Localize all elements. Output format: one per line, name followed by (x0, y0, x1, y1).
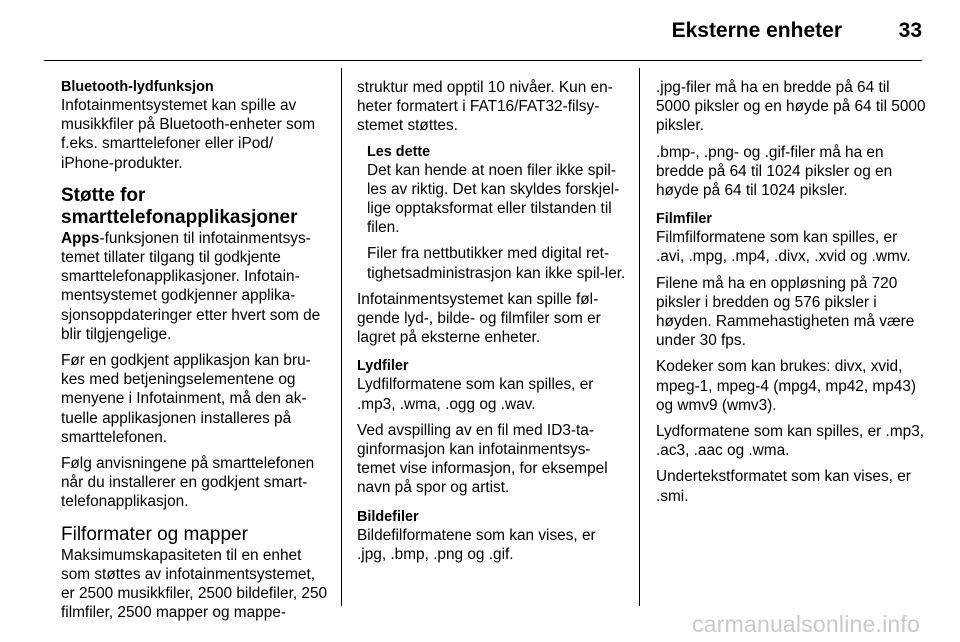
page-number: 33 (898, 19, 922, 42)
bluetooth-paragraph: Infotainmentsystemet kan spille av musikkfiler på Bluetooth-enheter som f.eks. smarttelefoner eller iPod/ iPhone-produkter. (61, 97, 316, 172)
column-divider-left (341, 68, 342, 606)
id3-paragraph: Ved avspilling av en fil med ID3-ta-ginformasjon kan infotainmentsys-temet vise informasjon, for eksempel navn på spor og artist. (357, 421, 608, 497)
apps-heading: Støtte for smarttelefonapplikasjoner (61, 184, 298, 228)
page-header (0, 0, 960, 64)
column-3 (656, 78, 926, 513)
subtitle-paragraph: Undertekstformatet som kan vises, er .smi. (656, 468, 911, 505)
apps-paragraph-3: Følg anvisningene på smarttelefonen når du installerer en godkjent smart-telefonapplikasjon. (61, 455, 315, 511)
formats-heading: Filformater og mapper (61, 523, 248, 545)
resolution-paragraph: Filene må ha en oppløsning på 720 piksler i bredden og 576 piksler i høyden. Rammehastigheten må være under 30 fps. (656, 274, 915, 350)
note-box (367, 143, 627, 283)
audio-paragraph: Lydfilformatene som kan spilles, er .mp3, .wma, .ogg og .wav. (357, 376, 594, 413)
film-subheading: Filmfiler (656, 211, 712, 228)
jpg-paragraph: .jpg-filer må ha en bredde på 64 til 5000 piksler og en høyde på 64 til 5000 piksler. (656, 79, 926, 135)
image-paragraph: Bildefilformatene som kan vises, er .jpg, .bmp, .png og .gif. (357, 526, 596, 563)
note-title: Les dette (367, 143, 431, 160)
bmp-paragraph: .bmp-, .png- og .gif-filer må ha en bredde på 64 til 1024 piksler og en høyde på 64 til 1024 piksler. (656, 143, 893, 200)
bluetooth-subheading: Bluetooth-lydfunksjon (61, 79, 214, 95)
audio-subheading: Lydfiler (357, 358, 409, 375)
note-paragraph-1: Det kan hende at noen filer ikke spil-les av riktig. Det kan skyldes forskjel-lige opptaksformat eller tilstanden til filen. (367, 161, 620, 237)
note-paragraph-2: Filer fra nettbutikker med digital ret-tighetsadministrasjon kan ikke spil-ler. (367, 245, 626, 282)
play-paragraph: Infotainmentsystemet kan spille føl-gende lyd-, bilde- og filmfiler som er lagret på eksterne enheter. (357, 290, 601, 347)
page-title: Eksterne enheter (671, 19, 842, 42)
column-1 (61, 78, 329, 629)
film-audio-paragraph: Lydformatene som kan spilles, er .mp3, .ac3, .aac og .wma. (656, 423, 925, 460)
apps-paragraph-2: Før en godkjent applikasjon kan bru-kes med betjeningselementene og menyene i Infotainment, må den ak-tuelle applikasjonen installeres på smarttelefonen. (61, 352, 311, 446)
film-paragraph: Filmfilformatene som kan spilles, er .avi, .mpg, .mp4, .divx, .xvid og .wmv. (656, 229, 911, 266)
column-divider-right (639, 68, 640, 606)
watermark: carmanualsonline.info (692, 611, 920, 637)
header-rule (44, 60, 922, 61)
apps-text: -funksjonen til infotainmentsys-temet tillater tilgang til godkjente smarttelefonapplikasjoner. Infotain-mentsystemet godkjenner applika-sjonsoppdateringer etter hvert som de blir tilgjengelige. (61, 229, 321, 343)
codec-paragraph: Kodeker som kan brukes: divx, xvid, mpeg-1, mpeg-4 (mpg4, mp42, mp43) og wmv9 (wmv3). (656, 358, 917, 414)
formats-paragraph: Maksimumskapasiteten til en enhet som støttes av infotainmentsystemet, er 2500 musikkfiler, 2500 bildefiler, 250 filmfiler, 2500 mapper og mappe- (61, 546, 328, 622)
column-2 (357, 78, 627, 571)
formats-continued: struktur med opptil 10 nivåer. Kun en-heter formatert i FAT16/FAT32-filsy-stemet støttes. (357, 79, 613, 135)
apps-paragraph (61, 229, 329, 344)
apps-term: Apps (61, 229, 100, 247)
image-subheading: Bildefiler (357, 508, 419, 525)
